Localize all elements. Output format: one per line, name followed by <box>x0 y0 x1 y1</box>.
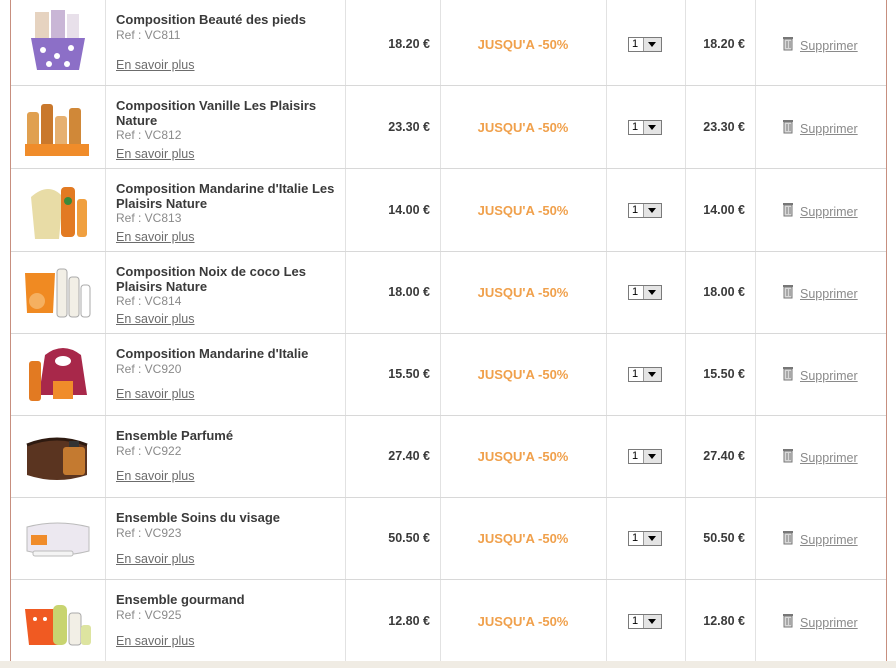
cart-table <box>10 0 887 661</box>
chevron-down-icon[interactable] <box>643 368 661 381</box>
table-row <box>11 416 886 498</box>
product-name: Composition Noix de coco Les Plaisirs Nature Ref : VC814 <box>116 265 338 308</box>
unit-price: 15.50 € <box>388 367 430 381</box>
quantity-select[interactable]: 1 <box>628 367 662 382</box>
delete-label: Supprimer <box>800 451 858 465</box>
more-info-link[interactable]: En savoir plus <box>116 312 195 326</box>
trash-icon <box>779 282 797 300</box>
footer-strip <box>0 661 896 668</box>
delete-button[interactable] <box>779 364 858 383</box>
line-total: 12.80 € <box>703 614 745 628</box>
product-ref: Ref : VC811 <box>116 27 181 42</box>
table-row <box>11 580 886 661</box>
product-ref: Ref : VC920 <box>116 361 182 376</box>
quantity-select[interactable]: 1 <box>628 531 662 546</box>
quantity-select[interactable]: 1 <box>628 285 662 300</box>
delete-label: Supprimer <box>800 533 858 547</box>
unit-price: 14.00 € <box>388 203 430 217</box>
chevron-down-icon[interactable] <box>643 532 661 545</box>
unit-price: 50.50 € <box>388 531 430 545</box>
product-ref: Ref : VC923 <box>116 525 182 540</box>
delete-button[interactable] <box>779 200 858 219</box>
product-description <box>105 0 346 85</box>
chevron-down-icon[interactable] <box>643 615 661 628</box>
table-row <box>11 169 886 252</box>
product-name: Composition Mandarine d'Italie Les Plaisirs Nature Ref : VC813 <box>116 182 338 225</box>
unit-price: 27.40 € <box>388 449 430 463</box>
line-total: 15.50 € <box>703 367 745 381</box>
product-name: Composition Vanille Les Plaisirs Nature Ref : VC812 <box>116 99 338 142</box>
product-image[interactable] <box>23 259 93 325</box>
unit-price: 18.20 € <box>388 37 430 51</box>
chevron-down-icon[interactable] <box>643 286 661 299</box>
unit-price: 18.00 € <box>388 285 430 299</box>
product-name: Ensemble Soins du visage Ref : VC923 <box>116 511 338 540</box>
promo-label: JUSQU'A -50% <box>477 37 569 52</box>
product-image[interactable] <box>23 341 93 407</box>
product-ref: Ref : VC922 <box>116 443 182 458</box>
delete-label: Supprimer <box>800 287 858 301</box>
quantity-select[interactable]: 1 <box>628 37 662 52</box>
quantity-select[interactable]: 1 <box>628 449 662 464</box>
more-info-link[interactable]: En savoir plus <box>116 58 195 72</box>
chevron-down-icon[interactable] <box>643 204 661 217</box>
product-name: Ensemble gourmand Ref : VC925 <box>116 593 338 622</box>
quantity-select[interactable]: 1 <box>628 203 662 218</box>
trash-icon <box>779 528 797 546</box>
delete-label: Supprimer <box>800 616 858 630</box>
trash-icon <box>779 364 797 382</box>
line-total: 50.50 € <box>703 531 745 545</box>
line-total: 18.00 € <box>703 285 745 299</box>
trash-icon <box>779 611 797 629</box>
line-total: 23.30 € <box>703 120 745 134</box>
more-info-link[interactable]: En savoir plus <box>116 469 195 483</box>
delete-label: Supprimer <box>800 39 858 53</box>
promo-label: JUSQU'A -50% <box>477 367 569 382</box>
trash-icon <box>779 34 797 52</box>
more-info-link[interactable]: En savoir plus <box>116 552 195 566</box>
trash-icon <box>779 117 797 135</box>
delete-button[interactable] <box>779 34 858 53</box>
more-info-link[interactable]: En savoir plus <box>116 147 195 161</box>
trash-icon <box>779 446 797 464</box>
product-image[interactable] <box>23 177 93 243</box>
trash-icon <box>779 200 797 218</box>
delete-button[interactable] <box>779 117 858 136</box>
quantity-select[interactable]: 1 <box>628 614 662 629</box>
promo-label: JUSQU'A -50% <box>477 203 569 218</box>
promo-label: JUSQU'A -50% <box>477 449 569 464</box>
delete-button[interactable] <box>779 282 858 301</box>
more-info-link[interactable]: En savoir plus <box>116 634 195 648</box>
line-total: 14.00 € <box>703 203 745 217</box>
product-ref: Ref : VC814 <box>116 294 182 308</box>
product-ref: Ref : VC812 <box>116 128 182 142</box>
table-row <box>11 0 886 86</box>
promo-label: JUSQU'A -50% <box>477 614 569 629</box>
unit-price: 23.30 € <box>388 120 430 134</box>
delete-button[interactable] <box>779 446 858 465</box>
line-total: 27.40 € <box>703 449 745 463</box>
product-name: Composition Mandarine d'Italie Ref : VC920 <box>116 347 338 376</box>
more-info-link[interactable]: En savoir plus <box>116 230 195 244</box>
product-image[interactable] <box>23 587 93 653</box>
chevron-down-icon[interactable] <box>643 121 661 134</box>
delete-label: Supprimer <box>800 122 858 136</box>
table-row <box>11 334 886 416</box>
more-info-link[interactable]: En savoir plus <box>116 387 195 401</box>
product-ref: Ref : VC813 <box>116 211 182 225</box>
chevron-down-icon[interactable] <box>643 450 661 463</box>
product-name: Ensemble Parfumé Ref : VC922 <box>116 429 338 458</box>
product-image[interactable] <box>23 505 93 571</box>
product-name: Composition Beauté des pieds Ref : VC811 <box>116 13 338 42</box>
product-image-cell <box>11 0 106 85</box>
promo-label: JUSQU'A -50% <box>477 531 569 546</box>
unit-price: 12.80 € <box>388 614 430 628</box>
table-row <box>11 252 886 334</box>
product-image[interactable] <box>23 423 93 489</box>
table-row <box>11 498 886 580</box>
product-image[interactable] <box>23 8 93 74</box>
product-ref: Ref : VC925 <box>116 607 182 622</box>
delete-label: Supprimer <box>800 205 858 219</box>
delete-button[interactable] <box>779 528 858 547</box>
promo-label: JUSQU'A -50% <box>477 120 569 135</box>
promo-label: JUSQU'A -50% <box>477 285 569 300</box>
line-total: 18.20 € <box>703 37 745 51</box>
delete-button[interactable] <box>779 611 858 630</box>
product-image[interactable] <box>23 94 93 160</box>
quantity-select[interactable]: 1 <box>628 120 662 135</box>
chevron-down-icon[interactable] <box>643 38 661 51</box>
delete-label: Supprimer <box>800 369 858 383</box>
table-row <box>11 86 886 169</box>
